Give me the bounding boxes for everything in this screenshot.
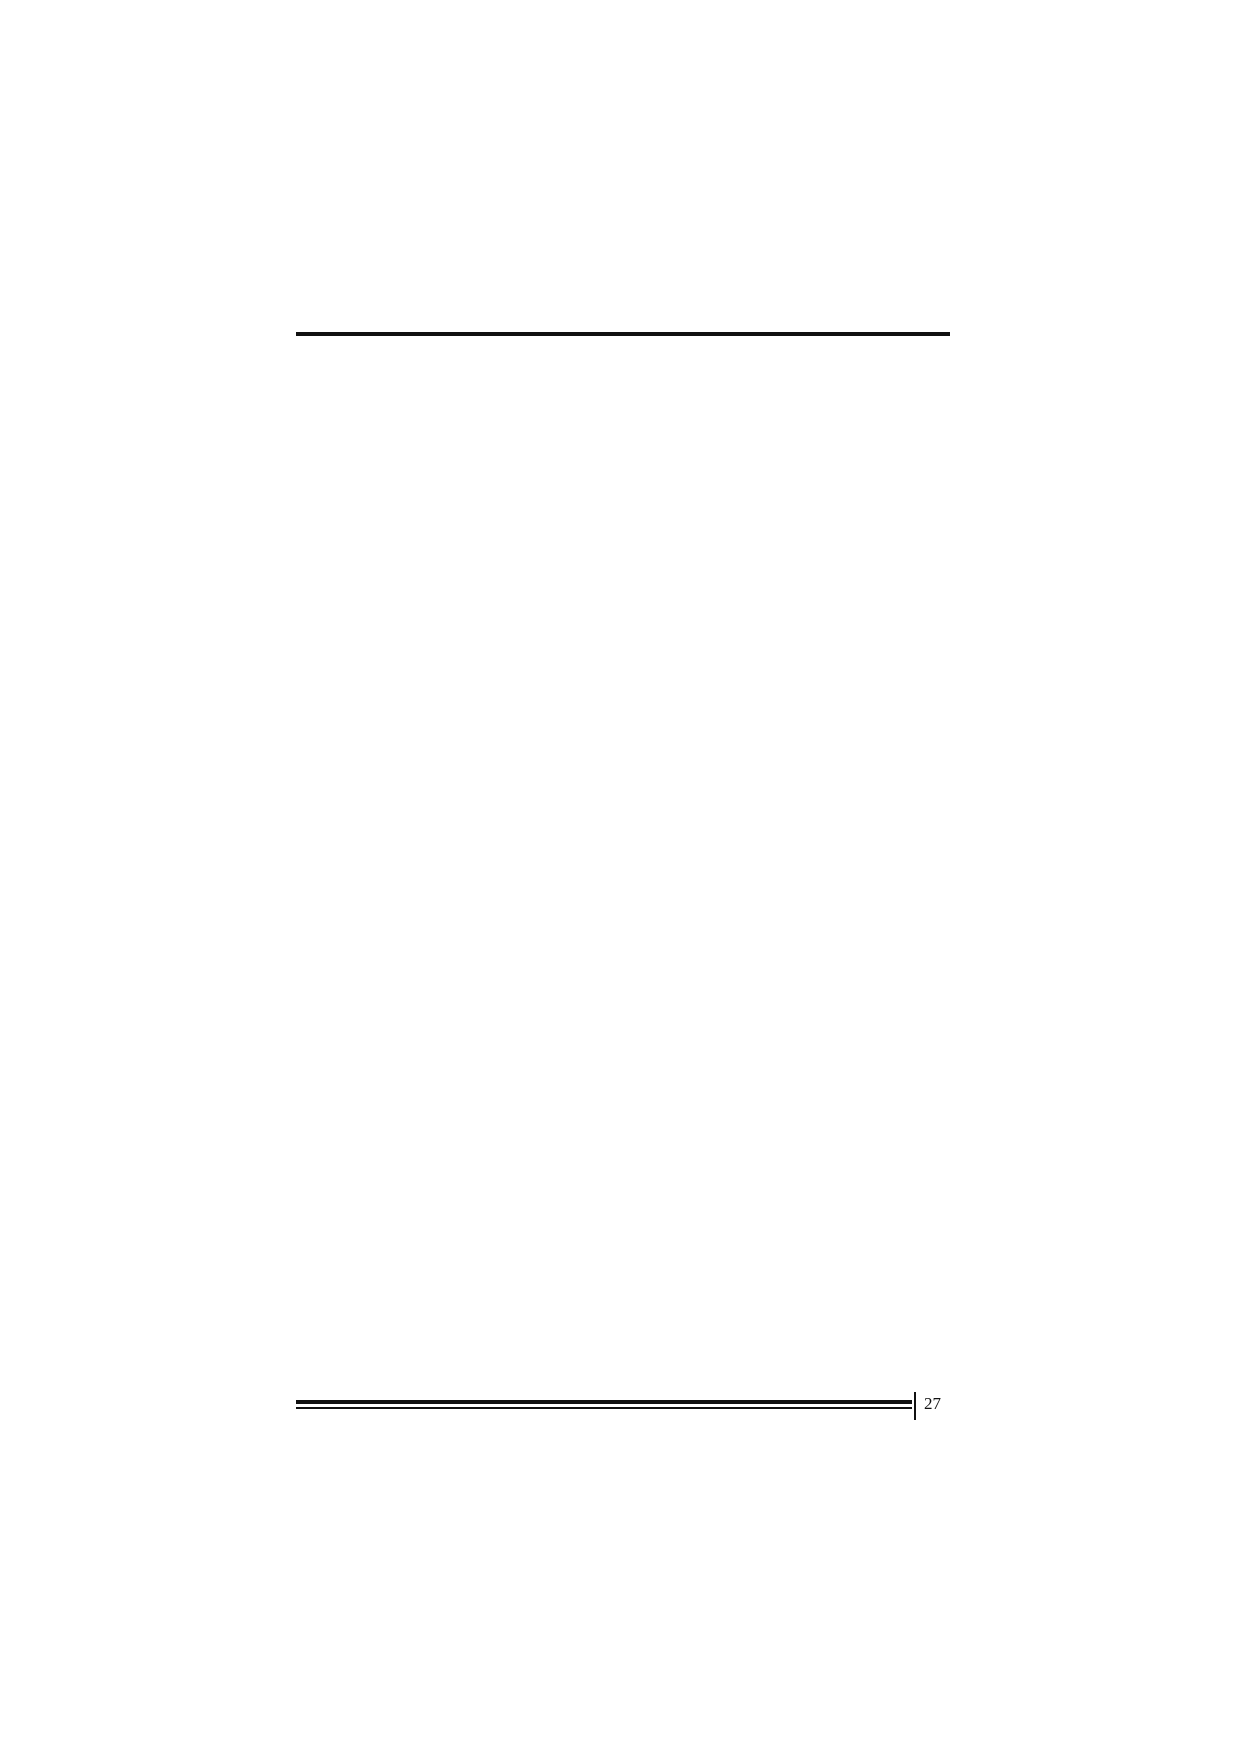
page-footer [296,1392,950,1420]
subsection-paragraph-disease-prevention [296,1214,950,1292]
section-heading-sowing [296,362,950,386]
section-paragraph-sowing [296,404,950,560]
top-rule [296,332,950,336]
subsection-paragraph-ash-disease [296,1320,950,1372]
section-paragraph-weed-management [296,882,950,1012]
page-body [296,332,950,1400]
section-heading-weed-management [296,840,950,864]
footer-rule-thin [296,1407,912,1409]
page-number: 27 [924,1394,941,1413]
section-heading-crop-protection [296,1040,950,1064]
footer-rule-thick [296,1400,912,1404]
section-heading-water-management [296,588,950,612]
footer-vertical-bar [914,1392,916,1420]
section-paragraph-water-management [296,630,950,812]
section-paragraph-crop-protection [296,1082,950,1186]
